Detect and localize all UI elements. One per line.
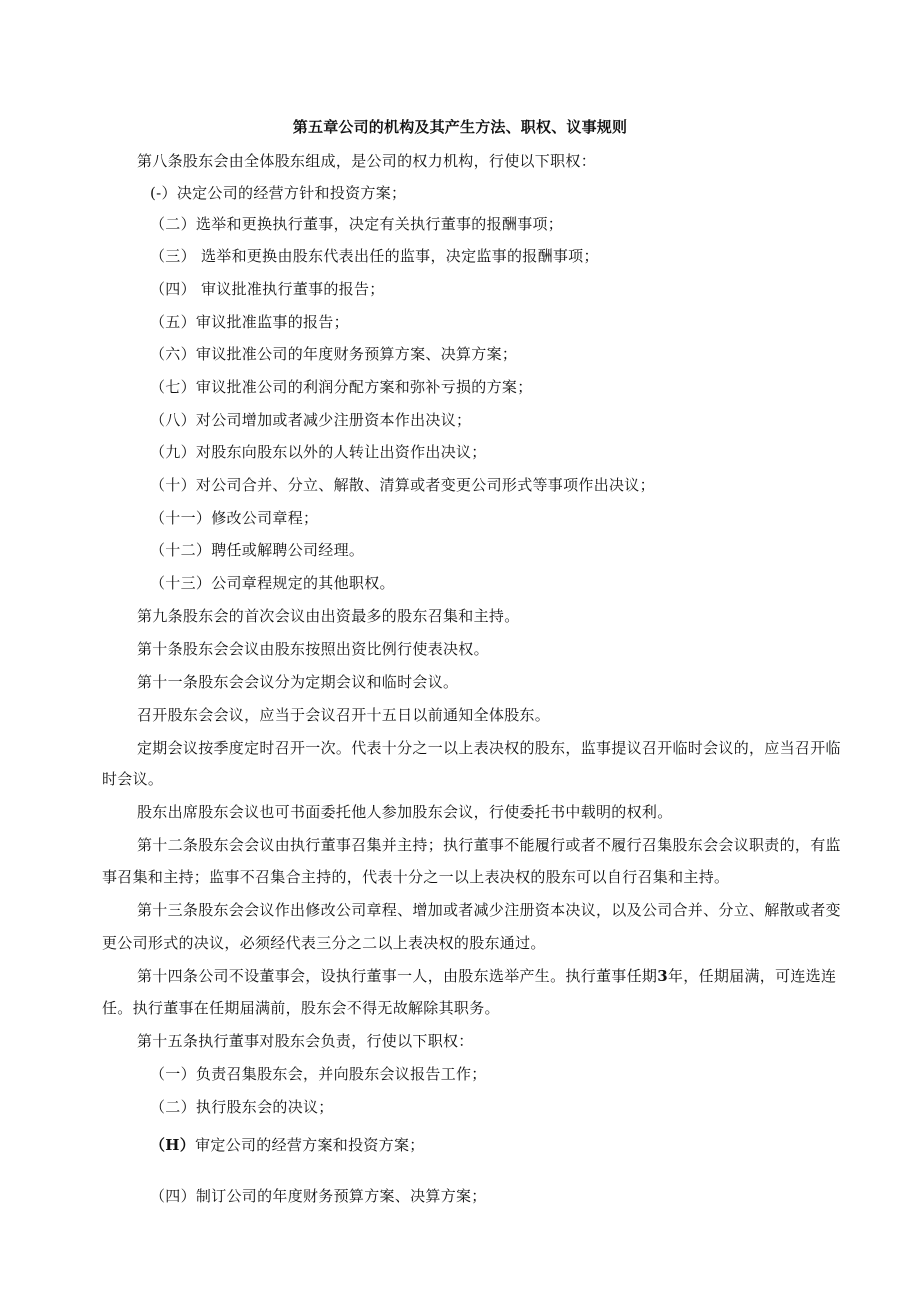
article-8-item-1: (-）决定公司的经营方针和投资方案； — [150, 184, 407, 202]
article-15-item-1: （一）负责召集股东会，并向股东会议报告工作； — [150, 1065, 487, 1083]
article-10: 第十条股东会会议由股东按照出资比例行使表决权。 — [137, 640, 489, 658]
article-8-item-9: （九）对股东向股东以外的人转让出资作出决议； — [150, 443, 487, 461]
article-8-item-2: （二）选举和更换执行董事，决定有关执行董事的报酬事项； — [150, 215, 564, 233]
article-8-item-7: （七）审议批准公司的利润分配方案和弥补亏损的方案； — [150, 378, 533, 396]
article-15-item-2: （二）执行股东会的决议； — [150, 1098, 334, 1116]
article-8-item-12: （十二）聘任或解聘公司经理。 — [150, 541, 365, 559]
proxy-paragraph: 股东出席股东会议也可书面委托他人参加股东会议，行使委托书中载明的权利。 — [137, 803, 673, 821]
article-14-line-2: 任。执行董事在任期届满前，股东会不得无故解除其职务。 — [102, 999, 500, 1017]
article-8: 第八条股东会由全体股东组成，是公司的权力机构，行使以下职权： — [137, 152, 597, 170]
article-14-text-b: 年，任期届满，可连选连 — [667, 967, 837, 985]
article-14-text-a: 第十四条公司不设董事会，设执行董事一人，由股东选举产生。执行董事任期 — [137, 967, 658, 985]
article-13-line-1: 第十三条股东会会议作出修改公司章程、增加或者减少注册资本决议，以及公司合并、分立、解散或者变 — [137, 901, 841, 919]
meeting-notice-paragraph: 召开股东会会议，应当于会议召开十五日以前通知全体股东。 — [137, 706, 551, 724]
chapter-title: 第五章公司的机构及其产生方法、职权、议事规则 — [292, 118, 628, 136]
article-8-item-3: （三） 选举和更换由股东代表出任的监事，决定监事的报酬事项； — [150, 247, 599, 265]
article-11: 第十一条股东会会议分为定期会议和临时会议。 — [137, 673, 459, 691]
article-8-item-11: （十一）修改公司章程； — [150, 509, 319, 527]
article-8-item-5: （五）审议批准监事的报告； — [150, 313, 349, 331]
periodic-meeting-line-2: 时会议。 — [102, 770, 164, 788]
periodic-meeting-line-1: 定期会议按季度定时召开一次。代表十分之一以上表决权的股东，监事提议召开临时会议的，应当召开临 — [137, 739, 841, 757]
article-15-item-3 — [150, 1134, 425, 1156]
article-8-item-6: （六）审议批准公司的年度财务预算方案、决算方案； — [150, 345, 518, 363]
article-12-line-2: 事召集和主持；监事不召集合主持的，代表十分之一以上表决权的股东可以自行召集和主持。 — [102, 868, 730, 886]
article-12-line-1: 第十二条股东会会议由执行董事召集并主持；执行董事不能履行或者不履行召集股东会会议职责的，有监 — [137, 836, 841, 854]
article-15-item-3-text: 审定公司的经营方案和投资方案； — [195, 1136, 425, 1154]
article-15-item-3-mark: （H） — [150, 1136, 196, 1154]
article-8-item-4: （四） 审议批准执行董事的报告； — [150, 280, 385, 298]
article-13-line-2: 更公司形式的决议，必须经代表三分之二以上表决权的股东通过。 — [102, 934, 546, 952]
article-9: 第九条股东会的首次会议由出资最多的股东召集和主持。 — [137, 607, 520, 625]
article-8-item-8: （八）对公司增加或者减少注册资本作出决议； — [150, 411, 472, 429]
article-15-item-4: （四）制订公司的年度财务预算方案、决算方案； — [150, 1187, 487, 1205]
article-14-term-years: 3 — [657, 967, 668, 985]
article-14-line-1 — [137, 965, 836, 987]
article-8-item-13: （十三）公司章程规定的其他职权。 — [150, 574, 395, 592]
article-8-item-10: （十）对公司合并、分立、解散、清算或者变更公司形式等事项作出决议； — [150, 476, 655, 494]
article-15: 第十五条执行董事对股东会负责，行使以下职权： — [137, 1032, 474, 1050]
